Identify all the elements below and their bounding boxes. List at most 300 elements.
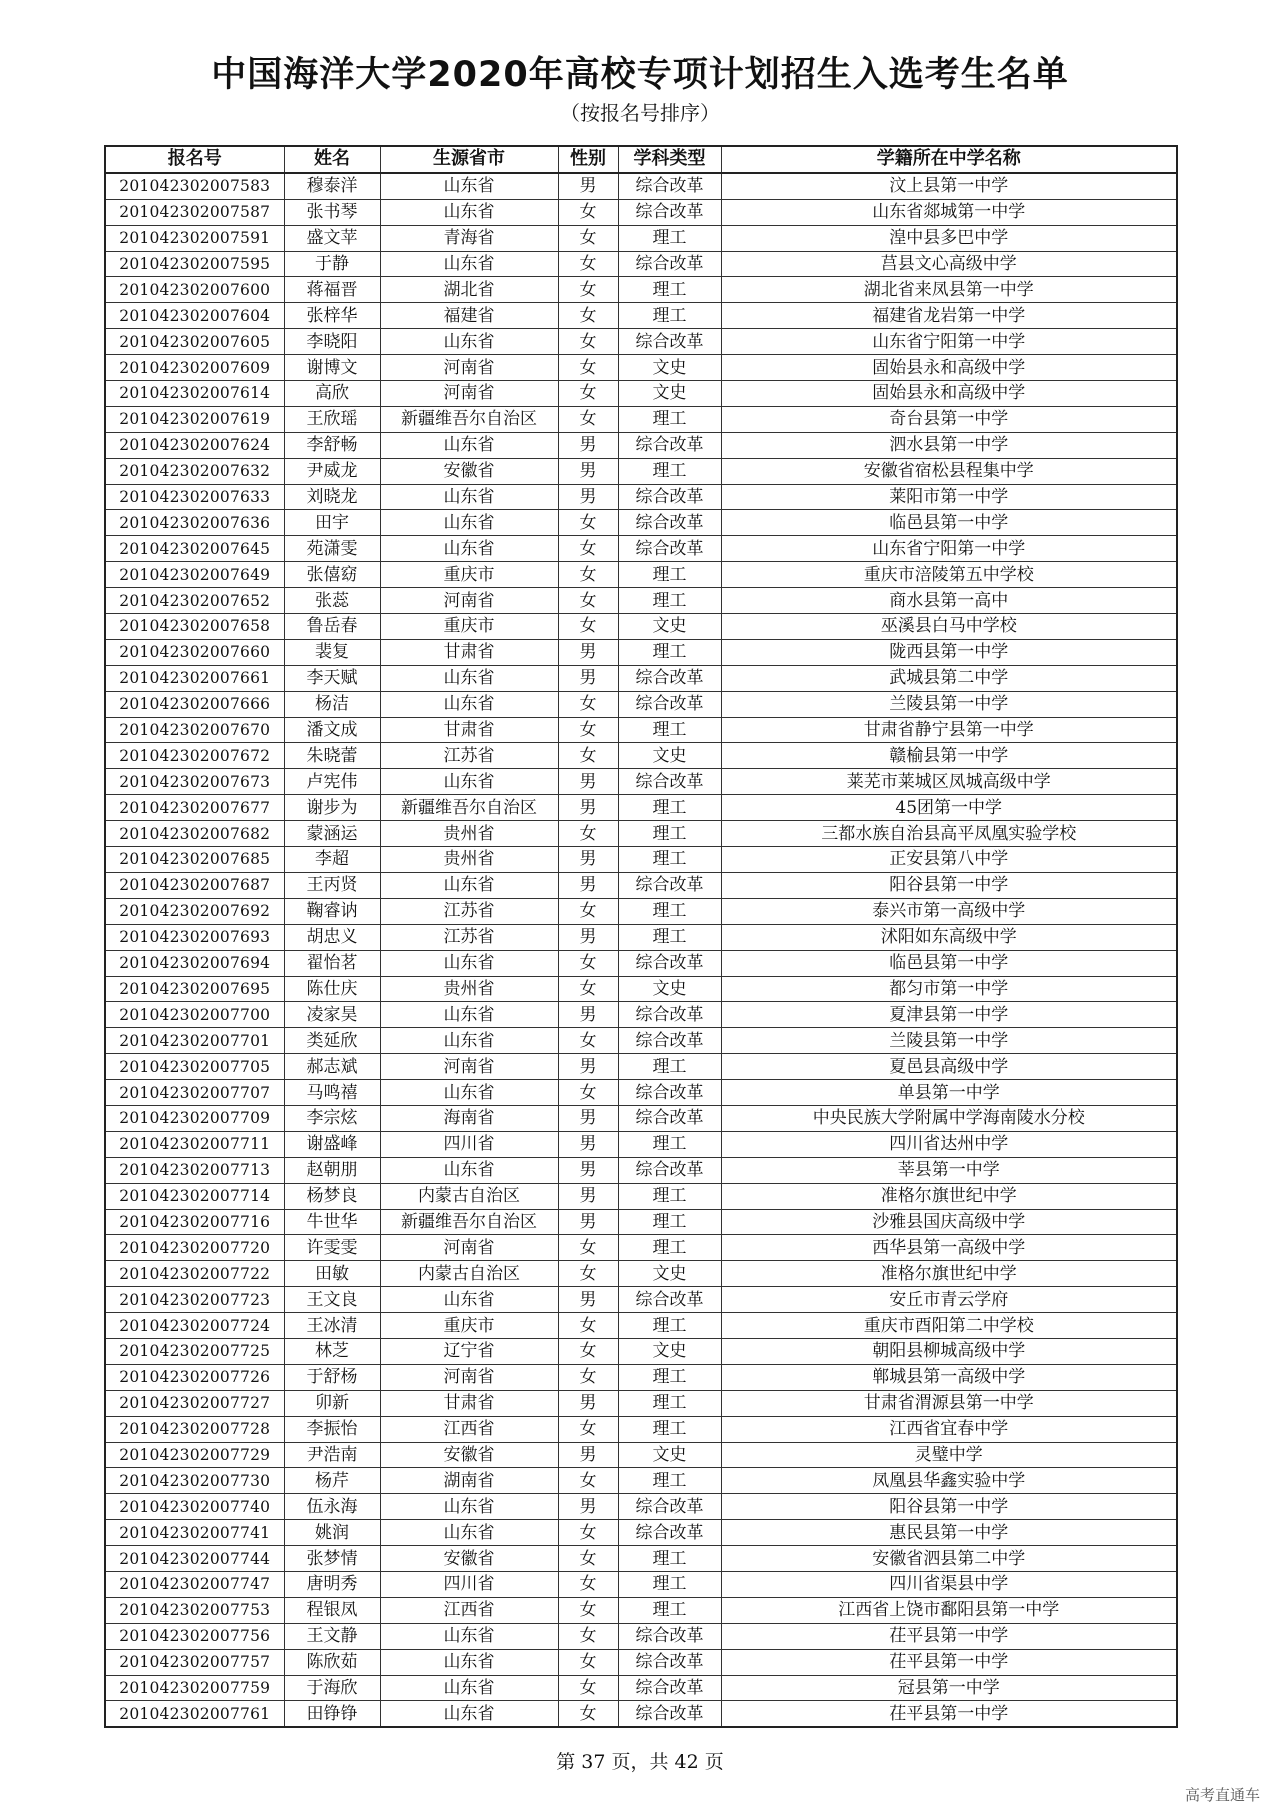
cell-gender: 女 (558, 743, 618, 769)
cell-registration-number: 201042302007756 (105, 1623, 284, 1649)
table-row (105, 1364, 1177, 1390)
cell-registration-number: 201042302007604 (105, 303, 284, 329)
cell-name: 程银凤 (284, 1597, 380, 1623)
cell-registration-number: 201042302007726 (105, 1364, 284, 1390)
cell-school: 惠民县第一中学 (721, 1520, 1177, 1546)
table-row (105, 251, 1177, 277)
table-row (105, 1338, 1177, 1364)
cell-registration-number: 201042302007711 (105, 1131, 284, 1157)
header-province: 生源省市 (380, 146, 558, 173)
cell-school: 安徽省宿松县程集中学 (721, 458, 1177, 484)
cell-gender: 女 (558, 717, 618, 743)
cell-subject-type: 理工 (618, 1054, 721, 1080)
cell-registration-number: 201042302007636 (105, 510, 284, 536)
cell-school: 莘县第一中学 (721, 1157, 1177, 1183)
cell-subject-type: 综合改革 (618, 1623, 721, 1649)
cell-gender: 女 (558, 406, 618, 432)
cell-school: 山东省郯城第一中学 (721, 199, 1177, 225)
cell-province: 山东省 (380, 199, 558, 225)
cell-subject-type: 理工 (618, 1390, 721, 1416)
cell-gender: 女 (558, 510, 618, 536)
cell-school: 福建省龙岩第一中学 (721, 303, 1177, 329)
cell-name: 陈欣茹 (284, 1649, 380, 1675)
cell-name: 谢步为 (284, 795, 380, 821)
cell-registration-number: 201042302007666 (105, 691, 284, 717)
cell-subject-type: 综合改革 (618, 872, 721, 898)
table-row (105, 950, 1177, 976)
table-row (105, 976, 1177, 1002)
cell-gender: 女 (558, 898, 618, 924)
cell-registration-number: 201042302007730 (105, 1468, 284, 1494)
cell-registration-number: 201042302007727 (105, 1390, 284, 1416)
cell-province: 山东省 (380, 173, 558, 199)
cell-province: 山东省 (380, 1701, 558, 1727)
cell-name: 于舒杨 (284, 1364, 380, 1390)
cell-name: 李舒畅 (284, 432, 380, 458)
cell-name: 许雯雯 (284, 1235, 380, 1261)
cell-school: 临邑县第一中学 (721, 510, 1177, 536)
cell-gender: 男 (558, 1157, 618, 1183)
cell-gender: 男 (558, 432, 618, 458)
cell-registration-number: 201042302007670 (105, 717, 284, 743)
cell-registration-number: 201042302007652 (105, 588, 284, 614)
cell-subject-type: 理工 (618, 225, 721, 251)
cell-name: 张僖窈 (284, 562, 380, 588)
cell-subject-type: 综合改革 (618, 510, 721, 536)
cell-school: 重庆市酉阳第二中学校 (721, 1313, 1177, 1339)
table-row (105, 1183, 1177, 1209)
cell-school: 山东省宁阳第一中学 (721, 329, 1177, 355)
cell-gender: 女 (558, 251, 618, 277)
cell-subject-type: 理工 (618, 1546, 721, 1572)
cell-name: 鲁岳春 (284, 614, 380, 640)
cell-subject-type: 综合改革 (618, 1494, 721, 1520)
table-row (105, 1494, 1177, 1520)
cell-province: 四川省 (380, 1131, 558, 1157)
cell-province: 甘肃省 (380, 717, 558, 743)
cell-name: 刘晓龙 (284, 484, 380, 510)
cell-name: 王文良 (284, 1287, 380, 1313)
table-row (105, 1287, 1177, 1313)
cell-registration-number: 201042302007687 (105, 872, 284, 898)
watermark-text: 高考直通车 (1184, 1786, 1260, 1804)
cell-subject-type: 综合改革 (618, 665, 721, 691)
table-row (105, 381, 1177, 407)
cell-gender: 男 (558, 1209, 618, 1235)
cell-registration-number: 201042302007705 (105, 1054, 284, 1080)
cell-registration-number: 201042302007595 (105, 251, 284, 277)
page-subtitle: （按报名号排序） (560, 101, 720, 125)
cell-gender: 男 (558, 847, 618, 873)
cell-school: 江西省宜春中学 (721, 1416, 1177, 1442)
cell-gender: 男 (558, 1183, 618, 1209)
cell-gender: 男 (558, 458, 618, 484)
cell-school: 都匀市第一中学 (721, 976, 1177, 1002)
table-row (105, 614, 1177, 640)
cell-registration-number: 201042302007672 (105, 743, 284, 769)
table-row (105, 898, 1177, 924)
cell-school: 灵璧中学 (721, 1442, 1177, 1468)
cell-name: 胡忠义 (284, 924, 380, 950)
cell-province: 辽宁省 (380, 1338, 558, 1364)
cell-subject-type: 理工 (618, 277, 721, 303)
cell-registration-number: 201042302007741 (105, 1520, 284, 1546)
cell-name: 马鸣禧 (284, 1080, 380, 1106)
cell-school: 四川省达州中学 (721, 1131, 1177, 1157)
cell-subject-type: 文史 (618, 1442, 721, 1468)
cell-school: 夏津县第一中学 (721, 1002, 1177, 1028)
cell-province: 甘肃省 (380, 639, 558, 665)
cell-subject-type: 综合改革 (618, 1157, 721, 1183)
table-row (105, 173, 1177, 199)
cell-name: 王文静 (284, 1623, 380, 1649)
cell-province: 山东省 (380, 251, 558, 277)
cell-gender: 男 (558, 173, 618, 199)
cell-registration-number: 201042302007740 (105, 1494, 284, 1520)
cell-school: 湖北省来凤县第一中学 (721, 277, 1177, 303)
table-row (105, 769, 1177, 795)
cell-school: 陇西县第一中学 (721, 639, 1177, 665)
cell-subject-type: 理工 (618, 847, 721, 873)
page-number-footer: 第 37 页，共 42 页 (556, 1751, 724, 1773)
cell-subject-type: 综合改革 (618, 1520, 721, 1546)
table-row (105, 329, 1177, 355)
table-row (105, 303, 1177, 329)
cell-registration-number: 201042302007645 (105, 536, 284, 562)
cell-gender: 女 (558, 1313, 618, 1339)
cell-name: 王欣瑶 (284, 406, 380, 432)
table-row (105, 1623, 1177, 1649)
cell-school: 兰陵县第一中学 (721, 1028, 1177, 1054)
cell-registration-number: 201042302007660 (105, 639, 284, 665)
cell-province: 山东省 (380, 1494, 558, 1520)
cell-subject-type: 综合改革 (618, 536, 721, 562)
cell-gender: 男 (558, 1390, 618, 1416)
cell-gender: 女 (558, 1597, 618, 1623)
cell-school: 武城县第二中学 (721, 665, 1177, 691)
cell-school: 45团第一中学 (721, 795, 1177, 821)
table-row (105, 872, 1177, 898)
cell-school: 茌平县第一中学 (721, 1623, 1177, 1649)
cell-registration-number: 201042302007633 (105, 484, 284, 510)
cell-subject-type: 文史 (618, 1261, 721, 1287)
cell-school: 安丘市青云学府 (721, 1287, 1177, 1313)
cell-school: 莒县文心高级中学 (721, 251, 1177, 277)
table-row (105, 1261, 1177, 1287)
cell-gender: 男 (558, 1442, 618, 1468)
cell-registration-number: 201042302007728 (105, 1416, 284, 1442)
table-row (105, 1649, 1177, 1675)
cell-province: 重庆市 (380, 562, 558, 588)
cell-subject-type: 文史 (618, 614, 721, 640)
cell-subject-type: 综合改革 (618, 1002, 721, 1028)
cell-province: 山东省 (380, 1028, 558, 1054)
cell-school: 三都水族自治县高平凤凰实验学校 (721, 821, 1177, 847)
cell-subject-type: 理工 (618, 1209, 721, 1235)
cell-registration-number: 201042302007693 (105, 924, 284, 950)
cell-province: 河南省 (380, 1235, 558, 1261)
cell-name: 李宗炫 (284, 1105, 380, 1131)
cell-name: 于静 (284, 251, 380, 277)
cell-province: 山东省 (380, 1520, 558, 1546)
cell-name: 赵朝朋 (284, 1157, 380, 1183)
table-row (105, 484, 1177, 510)
cell-registration-number: 201042302007658 (105, 614, 284, 640)
cell-school: 固始县永和高级中学 (721, 381, 1177, 407)
cell-gender: 男 (558, 924, 618, 950)
cell-province: 福建省 (380, 303, 558, 329)
cell-school: 莱阳市第一中学 (721, 484, 1177, 510)
cell-registration-number: 201042302007723 (105, 1287, 284, 1313)
cell-school: 临邑县第一中学 (721, 950, 1177, 976)
cell-subject-type: 综合改革 (618, 1701, 721, 1727)
cell-registration-number: 201042302007709 (105, 1105, 284, 1131)
cell-school: 单县第一中学 (721, 1080, 1177, 1106)
table-row (105, 277, 1177, 303)
cell-gender: 女 (558, 1623, 618, 1649)
cell-province: 贵州省 (380, 821, 558, 847)
cell-registration-number: 201042302007685 (105, 847, 284, 873)
cell-school: 汶上县第一中学 (721, 173, 1177, 199)
cell-subject-type: 文史 (618, 976, 721, 1002)
cell-school: 茌平县第一中学 (721, 1701, 1177, 1727)
cell-subject-type: 理工 (618, 1364, 721, 1390)
cell-name: 杨洁 (284, 691, 380, 717)
cell-registration-number: 201042302007600 (105, 277, 284, 303)
cell-school: 沙雅县国庆高级中学 (721, 1209, 1177, 1235)
cell-subject-type: 文史 (618, 355, 721, 381)
cell-province: 山东省 (380, 329, 558, 355)
cell-province: 海南省 (380, 1105, 558, 1131)
table-row (105, 1520, 1177, 1546)
table-row (105, 1313, 1177, 1339)
cell-name: 唐明秀 (284, 1571, 380, 1597)
cell-school: 沭阳如东高级中学 (721, 924, 1177, 950)
cell-subject-type: 理工 (618, 821, 721, 847)
cell-province: 江西省 (380, 1597, 558, 1623)
cell-registration-number: 201042302007614 (105, 381, 284, 407)
cell-gender: 女 (558, 1338, 618, 1364)
table-row (105, 406, 1177, 432)
cell-school: 山东省宁阳第一中学 (721, 536, 1177, 562)
cell-school: 莱芜市莱城区凤城高级中学 (721, 769, 1177, 795)
cell-subject-type: 综合改革 (618, 1105, 721, 1131)
cell-gender: 男 (558, 1002, 618, 1028)
cell-registration-number: 201042302007700 (105, 1002, 284, 1028)
page-title: 中国海洋大学2020年高校专项计划招生入选考生名单 (211, 55, 1069, 95)
cell-gender: 女 (558, 950, 618, 976)
cell-name: 蒙涵运 (284, 821, 380, 847)
cell-province: 山东省 (380, 872, 558, 898)
cell-school: 泗水县第一中学 (721, 432, 1177, 458)
cell-registration-number: 201042302007720 (105, 1235, 284, 1261)
cell-province: 山东省 (380, 1157, 558, 1183)
cell-registration-number: 201042302007695 (105, 976, 284, 1002)
cell-subject-type: 综合改革 (618, 432, 721, 458)
table-row (105, 1701, 1177, 1727)
cell-gender: 女 (558, 536, 618, 562)
cell-registration-number: 201042302007587 (105, 199, 284, 225)
cell-subject-type: 理工 (618, 1416, 721, 1442)
table-row (105, 1002, 1177, 1028)
cell-province: 湖南省 (380, 1468, 558, 1494)
cell-subject-type: 综合改革 (618, 1080, 721, 1106)
cell-subject-type: 文史 (618, 1338, 721, 1364)
cell-name: 姚润 (284, 1520, 380, 1546)
cell-registration-number: 201042302007583 (105, 173, 284, 199)
table-row (105, 795, 1177, 821)
cell-registration-number: 201042302007701 (105, 1028, 284, 1054)
cell-gender: 男 (558, 1131, 618, 1157)
cell-name: 张蕊 (284, 588, 380, 614)
cell-gender: 男 (558, 484, 618, 510)
cell-gender: 男 (558, 1494, 618, 1520)
cell-province: 山东省 (380, 665, 558, 691)
cell-name: 卢宪伟 (284, 769, 380, 795)
table-row (105, 199, 1177, 225)
cell-gender: 男 (558, 795, 618, 821)
cell-province: 青海省 (380, 225, 558, 251)
cell-gender: 女 (558, 588, 618, 614)
cell-gender: 女 (558, 1028, 618, 1054)
cell-name: 类延欣 (284, 1028, 380, 1054)
cell-gender: 男 (558, 872, 618, 898)
cell-registration-number: 201042302007724 (105, 1313, 284, 1339)
cell-gender: 女 (558, 199, 618, 225)
cell-registration-number: 201042302007624 (105, 432, 284, 458)
table-row (105, 1054, 1177, 1080)
header-subject-type: 学科类型 (618, 146, 721, 173)
cell-name: 尹威龙 (284, 458, 380, 484)
cell-school: 奇台县第一中学 (721, 406, 1177, 432)
cell-name: 郝志斌 (284, 1054, 380, 1080)
cell-school: 安徽省泗县第二中学 (721, 1546, 1177, 1572)
cell-registration-number: 201042302007729 (105, 1442, 284, 1468)
cell-gender: 女 (558, 562, 618, 588)
cell-province: 山东省 (380, 1080, 558, 1106)
cell-gender: 女 (558, 329, 618, 355)
cell-gender: 女 (558, 1416, 618, 1442)
table-row (105, 924, 1177, 950)
cell-school: 阳谷县第一中学 (721, 1494, 1177, 1520)
cell-subject-type: 综合改革 (618, 691, 721, 717)
cell-gender: 男 (558, 769, 618, 795)
cell-province: 江西省 (380, 1416, 558, 1442)
table-row (105, 458, 1177, 484)
cell-name: 张梓华 (284, 303, 380, 329)
cell-name: 高欣 (284, 381, 380, 407)
cell-school: 固始县永和高级中学 (721, 355, 1177, 381)
cell-registration-number: 201042302007722 (105, 1261, 284, 1287)
cell-gender: 男 (558, 639, 618, 665)
cell-province: 河南省 (380, 588, 558, 614)
cell-name: 伍永海 (284, 1494, 380, 1520)
cell-gender: 女 (558, 614, 618, 640)
cell-school: 正安县第八中学 (721, 847, 1177, 873)
cell-name: 苑潇雯 (284, 536, 380, 562)
cell-name: 李天赋 (284, 665, 380, 691)
table-row (105, 1468, 1177, 1494)
cell-province: 河南省 (380, 381, 558, 407)
table-row (105, 847, 1177, 873)
table-row (105, 1675, 1177, 1701)
table-row (105, 1442, 1177, 1468)
cell-province: 山东省 (380, 1649, 558, 1675)
table-row (105, 1390, 1177, 1416)
cell-school: 准格尔旗世纪中学 (721, 1183, 1177, 1209)
cell-registration-number: 201042302007744 (105, 1546, 284, 1572)
cell-province: 山东省 (380, 691, 558, 717)
cell-gender: 女 (558, 225, 618, 251)
table-row (105, 1028, 1177, 1054)
cell-subject-type: 理工 (618, 898, 721, 924)
cell-school: 西华县第一高级中学 (721, 1235, 1177, 1261)
header-name: 姓名 (284, 146, 380, 173)
cell-name: 朱晓蕾 (284, 743, 380, 769)
cell-gender: 女 (558, 1675, 618, 1701)
cell-name: 裴复 (284, 639, 380, 665)
cell-school: 凤凰县华鑫实验中学 (721, 1468, 1177, 1494)
cell-province: 山东省 (380, 950, 558, 976)
table-row (105, 1235, 1177, 1261)
table-row (105, 432, 1177, 458)
table-row (105, 225, 1177, 251)
cell-school: 江西省上饶市鄱阳县第一中学 (721, 1597, 1177, 1623)
cell-province: 内蒙古自治区 (380, 1261, 558, 1287)
cell-province: 河南省 (380, 1054, 558, 1080)
table-row (105, 1416, 1177, 1442)
cell-registration-number: 201042302007692 (105, 898, 284, 924)
table-row (105, 1157, 1177, 1183)
cell-gender: 男 (558, 1105, 618, 1131)
cell-school: 兰陵县第一中学 (721, 691, 1177, 717)
table-body (105, 173, 1177, 1727)
cell-name: 林芝 (284, 1338, 380, 1364)
table-row (105, 691, 1177, 717)
cell-name: 蒋福晋 (284, 277, 380, 303)
cell-name: 尹浩南 (284, 1442, 380, 1468)
cell-province: 山东省 (380, 1287, 558, 1313)
table-row (105, 1131, 1177, 1157)
cell-gender: 女 (558, 1080, 618, 1106)
cell-province: 山东省 (380, 1002, 558, 1028)
cell-name: 王冰清 (284, 1313, 380, 1339)
cell-name: 杨梦良 (284, 1183, 380, 1209)
cell-province: 江苏省 (380, 924, 558, 950)
cell-name: 凌家昊 (284, 1002, 380, 1028)
table-row (105, 355, 1177, 381)
cell-registration-number: 201042302007757 (105, 1649, 284, 1675)
cell-subject-type: 理工 (618, 1571, 721, 1597)
cell-registration-number: 201042302007716 (105, 1209, 284, 1235)
cell-gender: 女 (558, 976, 618, 1002)
cell-gender: 女 (558, 1520, 618, 1546)
cell-subject-type: 文史 (618, 381, 721, 407)
cell-registration-number: 201042302007649 (105, 562, 284, 588)
cell-subject-type: 理工 (618, 924, 721, 950)
cell-province: 安徽省 (380, 458, 558, 484)
cell-name: 于海欣 (284, 1675, 380, 1701)
cell-school: 郸城县第一高级中学 (721, 1364, 1177, 1390)
cell-province: 江苏省 (380, 743, 558, 769)
cell-registration-number: 201042302007605 (105, 329, 284, 355)
cell-school: 巫溪县白马中学校 (721, 614, 1177, 640)
cell-province: 重庆市 (380, 1313, 558, 1339)
table-row (105, 536, 1177, 562)
cell-gender: 女 (558, 1701, 618, 1727)
cell-registration-number: 201042302007713 (105, 1157, 284, 1183)
cell-school: 茌平县第一中学 (721, 1649, 1177, 1675)
